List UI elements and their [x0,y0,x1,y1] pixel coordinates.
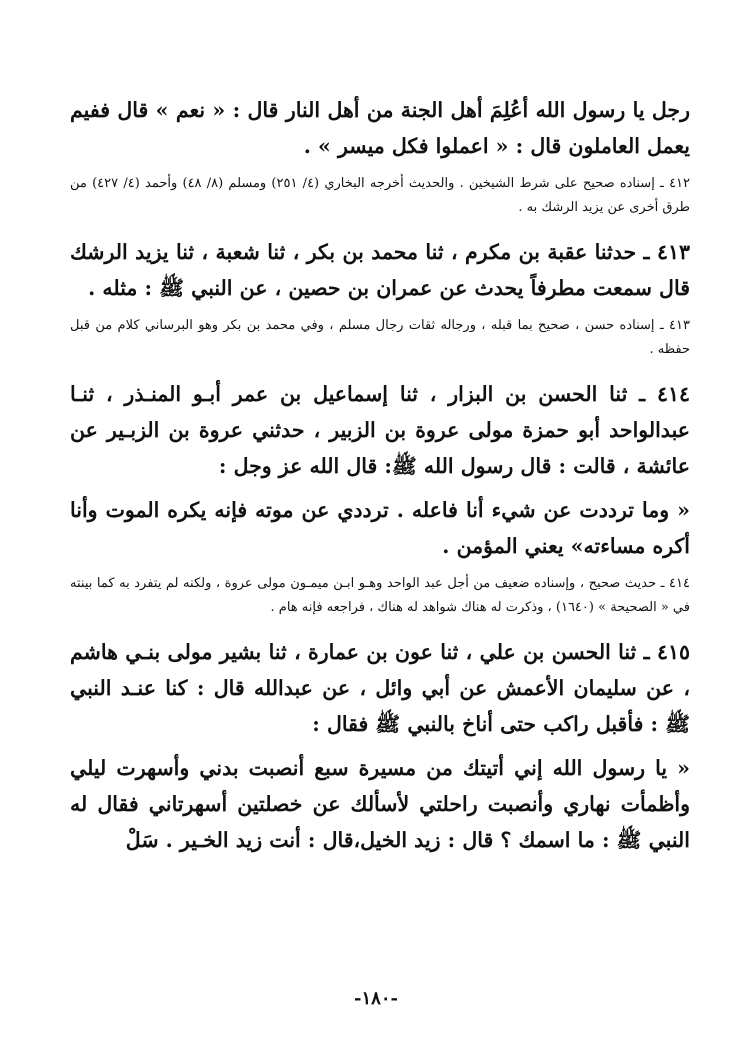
hadith-415-isnad: ٤١٥ ـ ثنا الحسن بن علي ، ثنا عون بن عمارة ، ثنا بشير مولى بنـي هاشم ، عن سليمان الأعمش عن أبي وائل ، عن عبدالله قال : كنا عنـد النبي ﷺ : فأقبل راكب حتى أناخ بالنبي ﷺ فقال : [70,640,690,736]
hadith-414-isnad: ٤١٤ ـ ثنا الحسن بن البزار ، ثنا إسماعيل بن عمر أبـو المنـذر ، ثنـا عبدالواحد أبو حمزة مولى عروة بن الزبير ، حدثني عروة بن الزبـير عن عائشة ، قالت : قال رسول الله ﷺ: قال الله عز وجل : [70,382,690,478]
footnote-413: ٤١٣ ـ إسناده حسن ، صحيح بما قبله ، ورجاله ثقات رجال مسلم ، وفي محمد بن بكر وهو البرساني كلام من قبل حفظه . [70,318,690,357]
hadith-413: ٤١٣ ـ حدثنا عقبة بن مكرم ، ثنا محمد بن بكر ، ثنا شعبة ، ثنا يزيد الرشك قال سمعت مطرفاً يحدث عن عمران بن حصين ، عن النبي ﷺ : مثله . [70,240,690,300]
footnote-412: ٤١٢ ـ إسناده صحيح على شرط الشيخين . والحديث أخرجه البخاري (٤/ ٢٥١) ومسلم (٨/ ٤٨) وأحمد (٤/ ٤٢٧) من طرق أخرى عن يزيد الرشك به . [70,176,691,215]
hadith-414-text: « وما ترددت عن شيء أنا فاعله . ترددي عن موته فإنه يكره الموت وأنا أكره مساءته» يعني المؤمن . [70,498,690,558]
page-number: -١٨٠- [354,988,398,1009]
hadith-415-text: « يا رسول الله إني أتيتك من مسيرة سبع أنصبت بدني وأسهرت ليلي وأظمأت نهاري وأنصبت راحلتي لأسألك عن خصلتين أسهرتاني فقال له النبي ﷺ : ما اسمك ؟ قال : زيد الخيل،قال : أنت زيد الخـير . سَلْ [70,756,691,852]
footnote-414: ٤١٤ ـ حديث صحيح ، وإسناده ضعيف من أجل عبد الواحد وهـو ابـن ميمـون مولى عروة ، ولكنه لم يتفرد به كما بينته في « الصحيحة » (١٦٤٠) ، وذكرت له هناك شواهد له هناك ، فراجعه فإنه هام . [70,576,690,615]
hadith-411-continuation: رجل يا رسول الله أعُلِمَ أهل الجنة من أهل النار قال : « نعم » قال ففيم يعمل العاملون قال : « اعملوا فكل ميسر » . [70,98,690,158]
